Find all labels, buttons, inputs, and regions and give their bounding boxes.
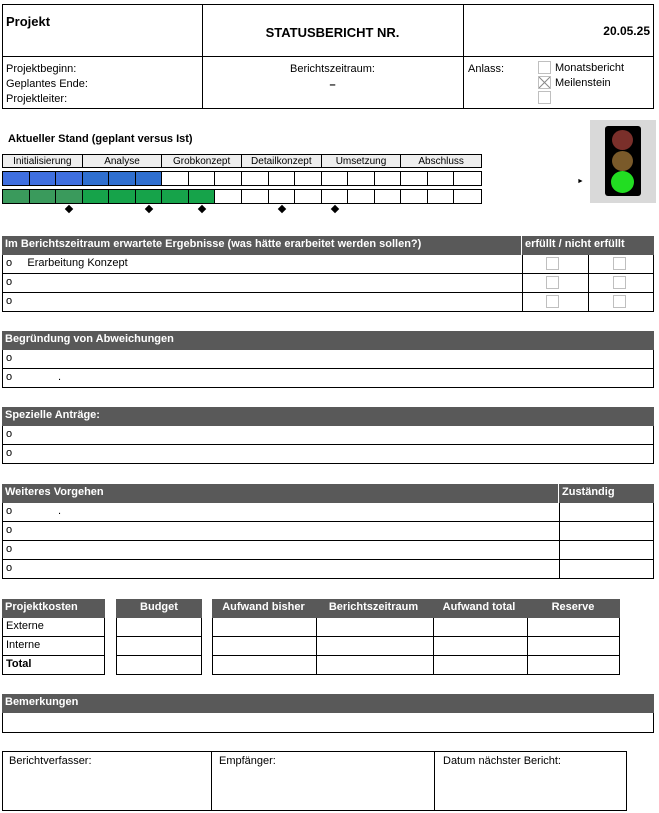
phase-label: Abschluss: [418, 156, 464, 167]
milestone-diamond-icon: [145, 205, 153, 213]
budget-cell[interactable]: [116, 618, 202, 637]
deviation-row[interactable]: [2, 369, 654, 388]
progress-segment: [322, 190, 349, 203]
report-date: 20.05.25: [603, 24, 650, 38]
progress-segment: [428, 172, 455, 185]
row-text: o: [6, 524, 13, 536]
progress-segment: [375, 190, 402, 203]
progress-segment: [322, 172, 349, 185]
phase-label: Umsetzung: [322, 155, 402, 168]
row-text: o .: [6, 505, 62, 517]
traffic-light-panel: [590, 120, 656, 203]
milestone-diamond-icon: [278, 205, 286, 213]
project-label: Projekt: [6, 14, 51, 29]
effort-row[interactable]: [212, 618, 620, 637]
budget-cell[interactable]: [116, 656, 202, 675]
period-label: Berichtszeitraum:: [290, 63, 375, 75]
reason-checkbox-other[interactable]: [538, 91, 551, 104]
effort-header-period: Berichtszeitraum: [328, 601, 419, 613]
next-steps-header-bar: [2, 484, 654, 503]
report-header: [2, 4, 654, 109]
check-cross-icon: [539, 77, 550, 88]
actual-progress-bar: [2, 189, 482, 204]
costs-header: Projektkosten: [5, 601, 78, 613]
deviation-row[interactable]: [2, 350, 654, 369]
progress-segment: [295, 190, 322, 203]
progress-segment: [189, 172, 216, 185]
costs-header-bar: [2, 599, 105, 618]
progress-segment: [162, 190, 189, 203]
progress-segment: [30, 190, 57, 203]
traffic-light-red: [612, 130, 633, 150]
fulfilled-checkbox[interactable]: [546, 257, 559, 270]
progress-segment: [215, 190, 242, 203]
progress-segment: [56, 172, 83, 185]
progress-segment: [109, 172, 136, 185]
not-fulfilled-checkbox[interactable]: [613, 295, 626, 308]
fulfilled-checkbox[interactable]: [546, 276, 559, 289]
author-label: Berichtverfasser:: [9, 755, 92, 767]
progress-segment: [83, 172, 110, 185]
results-status-header: erfüllt / nicht erfüllt: [521, 236, 625, 255]
row-text: o: [6, 543, 13, 555]
progress-segment: [454, 190, 481, 203]
progress-segment: [56, 190, 83, 203]
cost-row-label-cell: [2, 637, 105, 656]
fulfilled-checkbox[interactable]: [546, 295, 559, 308]
remarks-field[interactable]: [2, 713, 654, 733]
requests-header-bar: [2, 407, 654, 426]
requests-header: Spezielle Anträge:: [5, 409, 100, 421]
milestone-markers: [2, 205, 482, 215]
next-step-row[interactable]: [2, 522, 654, 541]
row-text: o: [6, 352, 13, 364]
period-value: –: [329, 79, 336, 91]
cost-row-label: Interne: [6, 639, 41, 651]
progress-segment: [136, 190, 163, 203]
phase-label: Initialisierung: [3, 155, 83, 168]
result-row[interactable]: [2, 274, 654, 293]
remarks-header: Bemerkungen: [5, 696, 79, 708]
deviations-header-bar: [2, 331, 654, 350]
progress-segment: [136, 172, 163, 185]
next-step-row[interactable]: [2, 541, 654, 560]
progress-segment: [269, 172, 296, 185]
row-text: o: [6, 562, 13, 574]
footer-box: [2, 751, 627, 811]
not-fulfilled-checkbox[interactable]: [613, 257, 626, 270]
row-text: o: [6, 428, 13, 440]
effort-row[interactable]: [212, 656, 620, 675]
effort-row[interactable]: [212, 637, 620, 656]
not-fulfilled-checkbox[interactable]: [613, 276, 626, 289]
next-steps-owner-header: Zuständig: [558, 484, 615, 503]
project-lead-label: Projektleiter:: [6, 93, 68, 105]
row-text: o Erarbeitung Konzept: [6, 257, 128, 269]
effort-header-bar: [212, 599, 620, 618]
traffic-light-yellow: [612, 151, 633, 171]
milestone-diamond-icon: [65, 205, 73, 213]
planned-progress-bar: [2, 171, 482, 186]
progress-segment: [83, 190, 110, 203]
remarks-header-bar: [2, 694, 654, 713]
milestone-diamond-icon: [198, 205, 206, 213]
deviations-header: Begründung von Abweichungen: [5, 333, 174, 345]
reason-option-milestone: Meilenstein: [555, 77, 611, 89]
row-text: o .: [6, 371, 62, 383]
progress-segment: [401, 190, 428, 203]
report-title: STATUSBERICHT NR.: [265, 25, 400, 40]
cost-row-label: Total: [6, 658, 32, 670]
progress-segment: [189, 190, 216, 203]
progress-segment: [215, 172, 242, 185]
budget-header: Budget: [140, 601, 178, 613]
progress-segment: [30, 172, 57, 185]
progress-segment: [3, 172, 30, 185]
progress-segment: [454, 172, 481, 185]
result-row[interactable]: [2, 293, 654, 312]
effort-header-done: Aufwand bisher: [222, 601, 305, 613]
budget-header-bar: [116, 599, 202, 618]
results-header-bar: [2, 236, 654, 255]
progress-segment: [109, 190, 136, 203]
progress-segment: [401, 172, 428, 185]
progress-segment: [375, 172, 402, 185]
phase-header: [2, 154, 482, 168]
reason-option-monthly: Monatsbericht: [555, 62, 625, 74]
next-report-label: Datum nächster Bericht:: [443, 755, 561, 767]
next-step-row[interactable]: [2, 560, 654, 579]
effort-header-reserve: Reserve: [551, 601, 595, 613]
recipient-label: Empfänger:: [219, 755, 276, 767]
reason-checkbox-milestone[interactable]: [538, 76, 551, 89]
phase-label: Analyse: [83, 155, 163, 168]
progress-segment: [348, 172, 375, 185]
progress-segment: [428, 190, 455, 203]
milestone-diamond-icon: [331, 205, 339, 213]
request-row[interactable]: [2, 426, 654, 445]
arrow-marker: ►: [577, 178, 584, 185]
progress-title: Aktueller Stand (geplant versus Ist): [8, 133, 193, 145]
row-text: o: [6, 276, 13, 288]
progress-segment: [242, 172, 269, 185]
reason-label: Anlass:: [468, 63, 505, 75]
budget-cell[interactable]: [116, 637, 202, 656]
row-text: o: [6, 447, 13, 459]
planned-end-label: Geplantes Ende:: [6, 78, 88, 90]
reason-checkbox-monthly[interactable]: [538, 61, 551, 74]
effort-header-total: Aufwand total: [442, 601, 516, 613]
row-text: o: [6, 295, 13, 307]
progress-segment: [348, 190, 375, 203]
project-start-label: Projektbeginn:: [6, 63, 77, 75]
progress-segment: [162, 172, 189, 185]
progress-segment: [3, 190, 30, 203]
phase-label: Detailkonzept: [242, 155, 322, 168]
progress-segment: [295, 172, 322, 185]
cost-row-label: Externe: [6, 620, 44, 632]
cost-row-label-cell: [2, 618, 105, 637]
results-header: Im Berichtszeitraum erwartete Ergebnisse (was hätte erarbeitet werden sollen?): [5, 238, 422, 250]
request-row[interactable]: [2, 445, 654, 464]
next-steps-header: Weiteres Vorgehen: [5, 486, 104, 498]
progress-segment: [242, 190, 269, 203]
traffic-light-green: [611, 171, 634, 193]
progress-segment: [269, 190, 296, 203]
phase-label: Grobkonzept: [162, 155, 242, 168]
result-row[interactable]: [2, 255, 654, 274]
cost-row-label-cell: [2, 656, 105, 675]
next-step-row[interactable]: [2, 503, 654, 522]
